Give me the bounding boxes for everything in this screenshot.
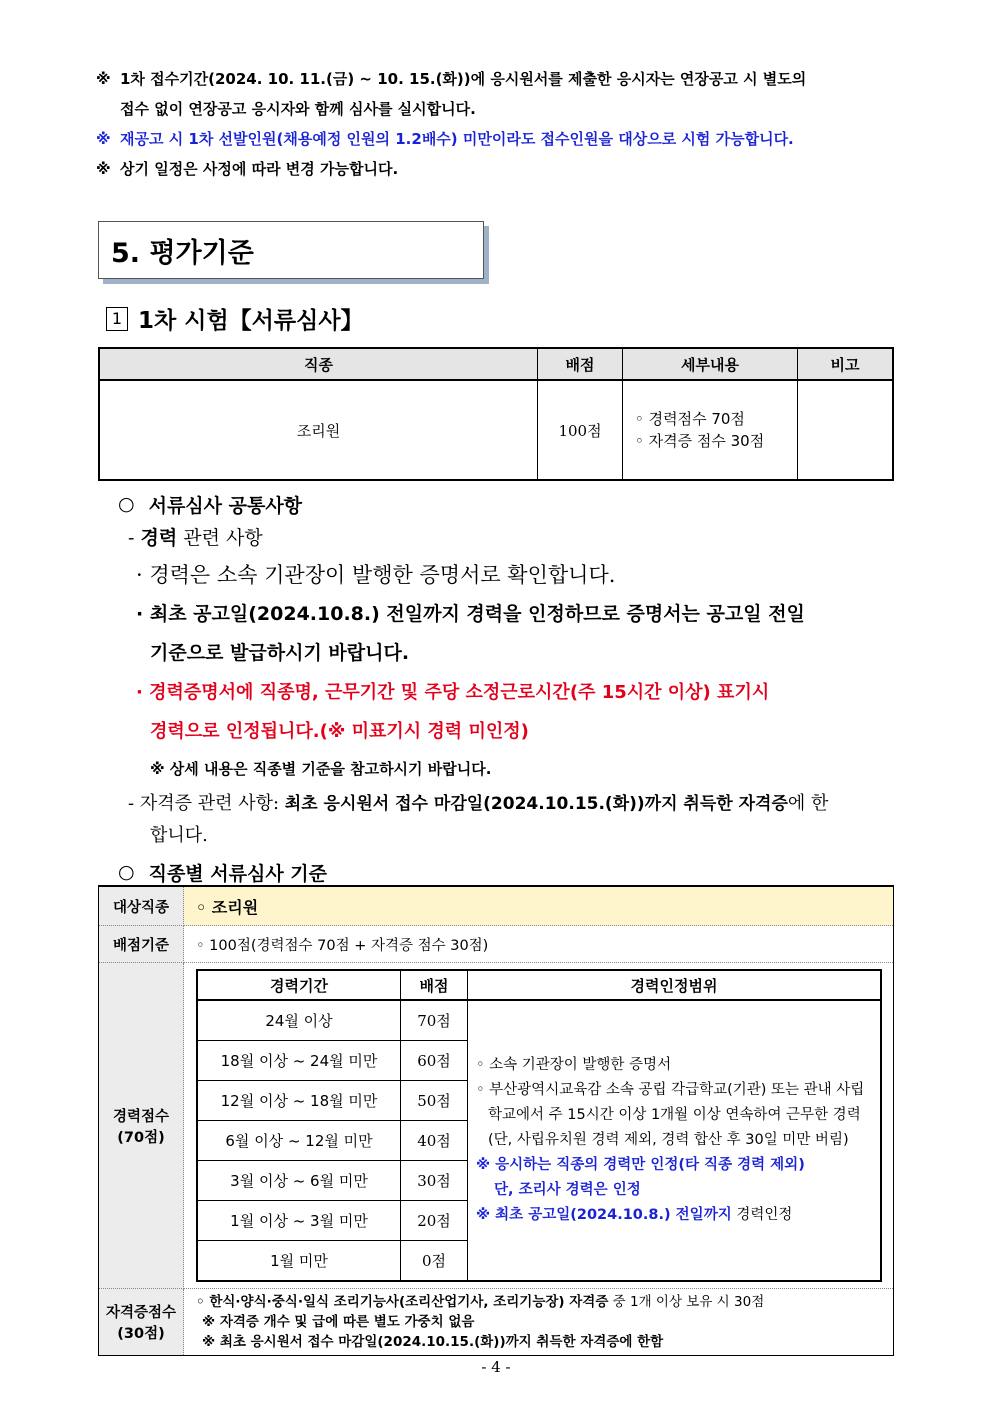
circle-bullet-icon: ○ (118, 861, 135, 883)
period-cell: 3월 이상 ~ 6월 미만 (197, 1161, 401, 1201)
cert-subheading: - 자격증 관련 사항: 최초 응시원서 접수 마감일(2024.10.15.(화))까지 취득한 자격증에 한 (128, 793, 829, 814)
cert-line-3: ※ 최초 응시원서 접수 마감일(2024.10.15.(화))까지 취득한 자격증에 한함 (202, 1334, 664, 1350)
career-label-cell (99, 963, 184, 1289)
points-cell: 20점 (401, 1201, 468, 1241)
cert-line-2: ※ 자격증 개수 및 급에 따른 별도 가중치 없음 (202, 1314, 475, 1330)
cert-prefix: 자격증 관련 사항: (139, 793, 285, 814)
section-heading (98, 221, 484, 279)
page-number: - 4 - (481, 1358, 511, 1376)
scope-6-bold: ※ 최초 공고일(2024.10.8.) 전일까지 (476, 1207, 732, 1223)
reference-mark: ※ (96, 130, 111, 148)
notice-3-text: 상기 일정은 사정에 따라 변경 가능합니다. (120, 160, 399, 178)
circle-bullet-icon: ○ (118, 493, 135, 515)
subsection-heading (106, 302, 364, 335)
target-label: 대상직종 (99, 886, 184, 926)
scope-2: ◦ 부산광역시교육감 소속 공립 각급학교(기관) 또는 관내 사립학교에서 주 15시간 이상 1개월 이상 연속하여 근무한 경력 (476, 1082, 865, 1123)
points-cell: 0점 (401, 1241, 468, 1282)
career-bullet-3-line2: 경력으로 인정됩니다.(※ 미표기시 경력 미인정) (150, 721, 529, 742)
career-bullet-2-line2: 기준으로 발급하시기 바랍니다. (150, 642, 410, 664)
notice-1-line2: 접수 없이 연장공고 응시자와 함께 심사를 실시합니다. (120, 100, 476, 118)
column-header-score: 배점 (538, 348, 623, 380)
cell-detail (623, 380, 798, 480)
career-bullet-2: · 최초 공고일(2024.10.8.) 전일까지 경력을 인정하므로 증명서는 공고일 전일 (136, 603, 805, 625)
career-label-bold: 경력 (140, 527, 178, 549)
cert-label-cell (99, 1289, 184, 1356)
career-subheading: - 경력 관련 사항 (128, 527, 263, 549)
career-detail-cell (184, 963, 894, 1289)
column-header-period: 경력기간 (197, 970, 401, 1000)
score-label: 배점기준 (99, 926, 184, 963)
column-header-job: 직종 (99, 348, 538, 380)
common-heading-text: 서류심사 공통사항 (148, 494, 303, 517)
points-cell: 50점 (401, 1081, 468, 1121)
reference-mark: ※ (96, 160, 111, 178)
inner-header-row (197, 970, 881, 1000)
notice-2 (96, 124, 896, 154)
cert-detail-cell (184, 1289, 894, 1356)
table-row (99, 886, 894, 926)
column-header-points: 배점 (401, 970, 468, 1000)
notice-2-text: 재공고 시 1차 선발인원(채용예정 인원의 1.2배수) 미만이라도 접수인원을 대상으로 시험 가능합니다. (120, 130, 794, 148)
cert-label: 자격증점수 (105, 1305, 177, 1321)
cell-score: 100점 (538, 380, 623, 480)
cell-job: 조리원 (99, 380, 538, 480)
notice-1-line1: 1차 접수기간(2024. 10. 11.(금) ~ 10. 15.(화))에 응시원서를 제출한 응시자는 연장공고 시 별도의 (120, 70, 807, 88)
scope-cell (468, 1000, 882, 1281)
period-cell: 24월 이상 (197, 1000, 401, 1041)
table-header-row (99, 348, 893, 380)
table-row (99, 926, 894, 963)
career-bullet-3: · 경력증명서에 직종명, 근무기간 및 주당 소정근로시간(주 15시간 이상) 표기시 (136, 682, 770, 703)
detail-cert: ◦ 자격증 점수 30점 (635, 432, 765, 450)
points-cell: 70점 (401, 1000, 468, 1041)
period-cell: 18월 이상 ~ 24월 미만 (197, 1041, 401, 1081)
notice-3 (96, 154, 896, 184)
cert-suffix: 에 한 (787, 793, 829, 814)
target-value: ◦ 조리원 (184, 886, 894, 926)
table-row (197, 1000, 881, 1041)
job-heading-text: 직종별 서류심사 기준 (148, 862, 328, 885)
column-header-detail: 세부내용 (623, 348, 798, 380)
common-section (118, 488, 898, 893)
cert-line-1-rest: 중 1개 이상 보유 시 30점 (608, 1294, 765, 1310)
scope-4: ※ 응시하는 직종의 경력만 인정(타 직종 경력 제외) (476, 1157, 805, 1173)
career-bullet-2-line1: 최초 공고일(2024.10.8.) 전일까지 경력을 인정하므로 증명서는 공고일 전일 (149, 603, 805, 625)
table-row (99, 963, 894, 1289)
job-criteria-table (98, 885, 894, 1356)
screening-table (98, 347, 894, 481)
career-points: (70점) (117, 1129, 165, 1146)
career-bullet-1-text: 경력은 소속 기관장이 발행한 증명서로 확인합니다. (149, 563, 616, 587)
career-note: ※ 상세 내용은 직종별 기준을 참고하시기 바랍니다. (150, 760, 492, 778)
career-bullet-3-line1: 경력증명서에 직종명, 근무기간 및 주당 소정근로시간(주 15시간 이상) 표기시 (149, 682, 770, 703)
scope-6 (476, 1203, 872, 1228)
notice-1 (96, 64, 896, 94)
period-cell: 1월 이상 ~ 3월 미만 (197, 1201, 401, 1241)
cert-line-1 (196, 1292, 881, 1312)
detail-career: ◦ 경력점수 70점 (635, 410, 745, 428)
reference-mark: ※ (96, 70, 111, 88)
career-period-table (196, 969, 882, 1282)
points-cell: 60점 (401, 1041, 468, 1081)
section-title: 5. 평가기준 (111, 237, 254, 269)
period-cell: 12월 이상 ~ 18월 미만 (197, 1081, 401, 1121)
scope-5: 단, 조리사 경력은 인정 (494, 1182, 641, 1198)
column-header-scope: 경력인정범위 (468, 970, 882, 1000)
career-label: 경력점수 (112, 1108, 170, 1125)
cert-line-1-bold: ◦ 한식·양식·중식·일식 조리기능사(조리산업기사, 조리기능장) 자격증 (196, 1294, 609, 1310)
scope-1: ◦ 소속 기관장이 발행한 증명서 (476, 1057, 672, 1073)
points-cell: 40점 (401, 1121, 468, 1161)
column-header-remark: 비고 (798, 348, 894, 380)
scope-6-rest: 경력인정 (731, 1207, 793, 1223)
table-row (99, 1289, 894, 1356)
table-row (99, 380, 893, 480)
notice-list (96, 64, 896, 184)
common-heading (118, 488, 898, 520)
career-bullet-1: · 경력은 소속 기관장이 발행한 증명서로 확인합니다. (136, 563, 616, 587)
cert-line2: 합니다. (150, 825, 208, 846)
career-label-rest: 관련 사항 (177, 527, 263, 549)
score-value: ◦ 100점(경력점수 70점 + 자격증 점수 30점) (184, 926, 894, 963)
subsection-number: 1 (106, 307, 128, 331)
subsection-title: 1차 시험【서류심사】 (138, 308, 364, 334)
period-cell: 6월 이상 ~ 12월 미만 (197, 1121, 401, 1161)
points-cell: 30점 (401, 1161, 468, 1201)
cert-bold: 최초 응시원서 접수 마감일(2024.10.15.(화))까지 취득한 자격증 (284, 794, 788, 814)
scope-3: (단, 사립유치원 경력 제외, 경력 합산 후 30일 미만 버림) (488, 1132, 849, 1148)
cert-points: (30점) (117, 1326, 165, 1342)
cell-remark (798, 380, 894, 480)
period-cell: 1월 미만 (197, 1241, 401, 1282)
